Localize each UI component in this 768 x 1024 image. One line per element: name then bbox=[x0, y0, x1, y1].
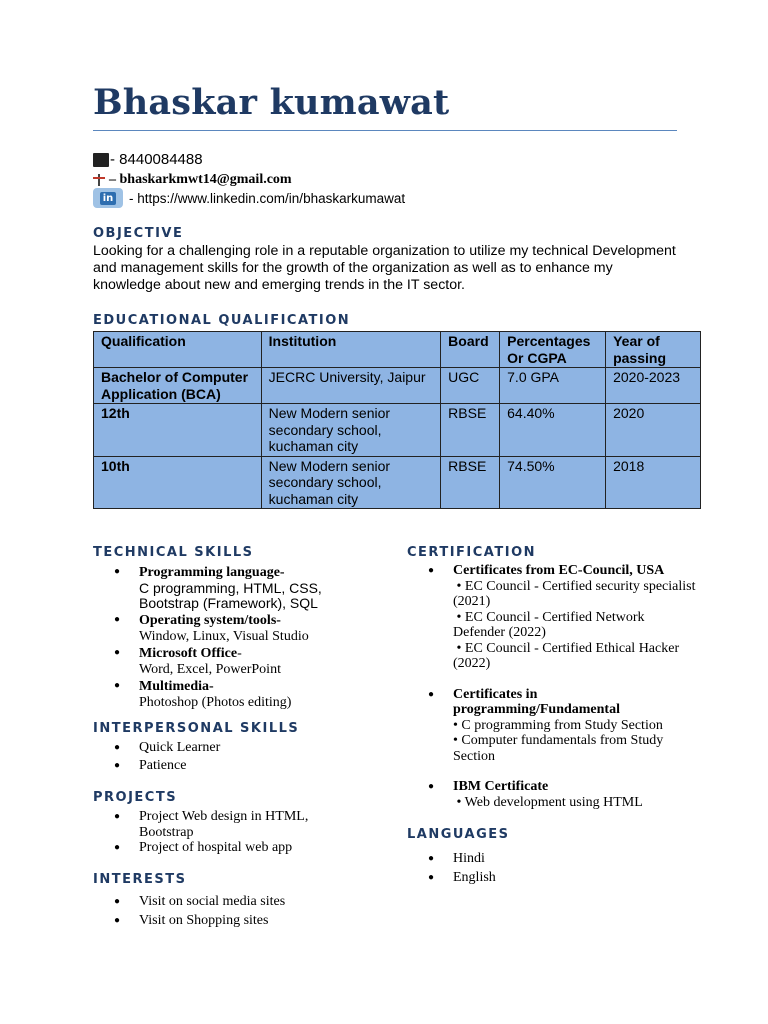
list-item-text: Project of hospital web app bbox=[139, 840, 293, 855]
technical-skills-heading: TECHNICAL SKILLS bbox=[93, 545, 254, 560]
skill-title-suffix: - bbox=[237, 645, 242, 661]
candidate-name: Bhaskar kumawat bbox=[93, 82, 450, 123]
objective-heading: OBJECTIVE bbox=[93, 226, 184, 241]
table-cell: 2020 bbox=[606, 404, 701, 457]
bullet-icon: ● bbox=[114, 613, 121, 625]
linkedin-url[interactable]: - https://www.linkedin.com/in/bhaskarkumawat bbox=[129, 190, 406, 206]
table-cell: RBSE bbox=[441, 404, 500, 457]
sub-bullet-icon: • bbox=[456, 578, 462, 594]
email-line bbox=[93, 172, 292, 188]
header-divider bbox=[93, 130, 677, 131]
col-header: Qualification bbox=[94, 332, 262, 368]
cert-item bbox=[453, 733, 697, 764]
list-item bbox=[93, 612, 383, 645]
skill-title: Operating system/tools- bbox=[139, 612, 281, 628]
cert-item-text: EC Council - Certified Ethical Hacker (2022) bbox=[453, 640, 680, 671]
spacer bbox=[407, 672, 697, 687]
table-cell: Bachelor of Computer Application (BCA) bbox=[94, 368, 262, 404]
interests-list bbox=[93, 893, 285, 930]
list-item bbox=[93, 564, 383, 612]
cert-group-title: Certificates in programming/Fundamental bbox=[453, 686, 620, 717]
list-item bbox=[407, 869, 496, 888]
cert-item-text: Computer fundamentals from Study Section bbox=[453, 733, 664, 764]
cert-item bbox=[453, 579, 697, 610]
table-row bbox=[94, 404, 701, 457]
table-cell: 74.50% bbox=[500, 456, 606, 509]
list-item-text: Project Web design in HTML, Bootstrap bbox=[139, 809, 309, 840]
sub-bullet-icon: • bbox=[456, 609, 462, 625]
table-cell: RBSE bbox=[441, 456, 500, 509]
list-item bbox=[407, 779, 697, 810]
table-row bbox=[94, 456, 701, 509]
bullet-icon: ● bbox=[428, 853, 435, 864]
table-row bbox=[94, 368, 701, 404]
cert-item bbox=[453, 795, 697, 811]
bullet-icon: ● bbox=[114, 742, 121, 753]
list-item bbox=[407, 687, 697, 765]
bullet-icon: ● bbox=[114, 759, 121, 771]
bullet-icon: ● bbox=[428, 781, 435, 792]
col-header: Board bbox=[441, 332, 500, 368]
sub-bullet-icon: • bbox=[453, 733, 458, 748]
skill-title: Multimedia- bbox=[139, 678, 214, 694]
certification-heading: CERTIFICATION bbox=[407, 545, 536, 560]
bullet-icon: ● bbox=[114, 811, 121, 822]
list-item bbox=[93, 645, 383, 678]
list-item-text: Visit on Shopping sites bbox=[139, 912, 269, 928]
table-cell: 7.0 GPA bbox=[500, 368, 606, 404]
list-item-text: Quick Learner bbox=[139, 740, 221, 755]
bullet-icon: ● bbox=[428, 871, 435, 883]
cert-item-text: Web development using HTML bbox=[464, 794, 643, 810]
skill-detail: C programming, HTML, CSS, Bootstrap (Framework), SQL bbox=[139, 579, 322, 611]
list-item-text: Visit on social media sites bbox=[139, 894, 286, 909]
linkedin-badge: in bbox=[100, 192, 117, 205]
table-cell: 10th bbox=[94, 456, 262, 509]
interpersonal-skills-list bbox=[93, 739, 220, 774]
education-header-row bbox=[94, 332, 701, 368]
education-table bbox=[93, 331, 701, 509]
cert-item bbox=[453, 718, 697, 734]
bullet-icon: ● bbox=[114, 896, 121, 907]
table-cell: 2020-2023 bbox=[606, 368, 701, 404]
table-cell: UGC bbox=[441, 368, 500, 404]
technical-skills-list bbox=[93, 564, 383, 711]
mail-icon bbox=[93, 174, 105, 186]
col-header: Institution bbox=[261, 332, 441, 368]
list-item bbox=[93, 809, 353, 840]
skill-detail: Window, Linux, Visual Studio bbox=[139, 629, 309, 644]
col-header: Percentages Or CGPA bbox=[500, 332, 606, 368]
certification-list bbox=[407, 563, 697, 810]
bullet-icon: ● bbox=[114, 842, 121, 853]
bullet-icon: ● bbox=[114, 914, 121, 926]
skill-title: Programming language- bbox=[139, 565, 285, 580]
phone-number: - 8440084488 bbox=[110, 151, 203, 168]
spacer bbox=[407, 764, 697, 779]
phone-line bbox=[93, 151, 203, 168]
bullet-icon: ● bbox=[114, 646, 121, 658]
list-item bbox=[93, 840, 353, 856]
bullet-icon: ● bbox=[428, 565, 435, 576]
languages-heading: LANGUAGES bbox=[407, 827, 510, 842]
phone-icon bbox=[93, 153, 109, 167]
cert-group-title: IBM Certificate bbox=[453, 779, 549, 794]
col-header: Year of passing bbox=[606, 332, 701, 368]
cert-item bbox=[453, 610, 697, 641]
list-item bbox=[93, 678, 383, 711]
cert-item bbox=[453, 641, 697, 672]
table-cell: 12th bbox=[94, 404, 262, 457]
languages-list bbox=[407, 850, 496, 887]
skill-title: Microsoft Office bbox=[139, 645, 238, 661]
email-address[interactable]: – bhaskarkmwt14@gmail.com bbox=[109, 172, 292, 187]
interpersonal-skills-heading: INTERPERSONAL SKILLS bbox=[93, 721, 300, 736]
objective-text: Looking for a challenging role in a reputable organization to utilize my technical Development and management skills for the growth of the organization as well as to enhance my knowledge about new and emerging trends in the IT sector. bbox=[93, 243, 676, 293]
table-cell: JECRC University, Jaipur bbox=[261, 368, 441, 404]
projects-heading: PROJECTS bbox=[93, 790, 178, 805]
bullet-icon: ● bbox=[114, 566, 121, 577]
cert-item-text: C programming from Study Section bbox=[461, 717, 663, 733]
table-cell: 2018 bbox=[606, 456, 701, 509]
projects-list bbox=[93, 809, 353, 856]
linkedin-line bbox=[93, 188, 405, 208]
sub-bullet-icon: • bbox=[453, 717, 458, 733]
list-item bbox=[93, 912, 285, 931]
skill-detail: Word, Excel, PowerPoint bbox=[139, 662, 281, 677]
list-item-text: Hindi bbox=[453, 851, 485, 866]
education-heading: EDUCATIONAL QUALIFICATION bbox=[93, 313, 351, 328]
table-cell: New Modern senior secondary school, kuchaman city bbox=[261, 456, 441, 509]
skill-detail: Photoshop (Photos editing) bbox=[139, 695, 292, 710]
list-item bbox=[93, 739, 220, 757]
list-item bbox=[93, 893, 285, 912]
list-item bbox=[407, 563, 697, 672]
cert-item-text: EC Council - Certified security specialist (2021) bbox=[453, 578, 696, 609]
cert-group-title: Certificates from EC-Council, USA bbox=[453, 563, 665, 578]
interests-heading: INTERESTS bbox=[93, 872, 187, 887]
sub-bullet-icon: • bbox=[456, 640, 462, 656]
cert-item-text: EC Council - Certified Network Defender (2022) bbox=[453, 609, 645, 640]
list-item-text: Patience bbox=[139, 757, 187, 773]
sub-bullet-icon: • bbox=[456, 794, 462, 810]
linkedin-icon bbox=[93, 188, 123, 208]
list-item-text: English bbox=[453, 869, 496, 885]
list-item bbox=[93, 757, 220, 775]
table-cell: New Modern senior secondary school, kuchaman city bbox=[261, 404, 441, 457]
list-item bbox=[407, 850, 496, 869]
bullet-icon: ● bbox=[114, 679, 121, 691]
bullet-icon: ● bbox=[428, 688, 435, 700]
table-cell: 64.40% bbox=[500, 404, 606, 457]
